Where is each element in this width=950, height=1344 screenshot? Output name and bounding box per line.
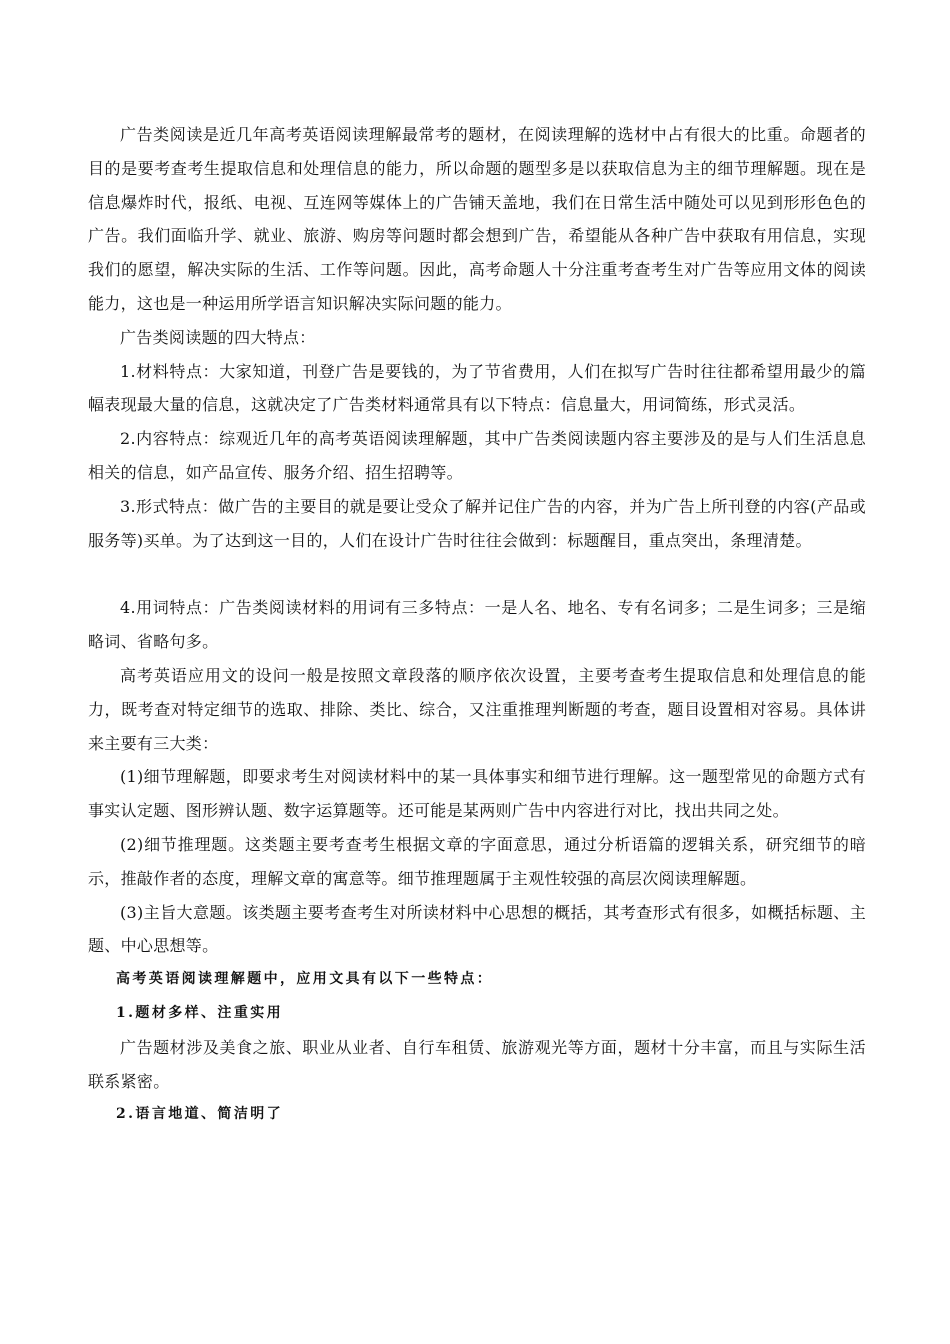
feature-wording-paragraph: 4.用词特点：广告类阅读材料的用词有三多特点：一是人名、地名、专有名词多；二是生词多；三是缩略词、省略句多。 bbox=[88, 598, 866, 652]
feature-material-paragraph: 1.材料特点：大家知道，刊登广告是要钱的，为了节省费用，人们在拟写广告时往往都希望用最少的篇幅表现最大量的信息，这就决定了广告类材料通常具有以下特点：信息量大，用词简练，形式灵活。 bbox=[88, 361, 866, 415]
document-body bbox=[88, 118, 866, 1132]
intro-paragraph: 广告类阅读是近几年高考英语阅读理解最常考的题材，在阅读理解的选材中占有很大的比重。命题者的目的是要考查考生提取信息和处理信息的能力，所以命题的题型多是以获取信息为主的细节理解题。现在是信息爆炸时代，报纸、电视、互连网等媒体上的广告铺天盖地，我们在日常生活中随处可以见到形形色色的广告。我们面临升学、就业、旅游、购房等问题时都会想到广告，希望能从各种广告中获取有用信息，实现我们的愿望，解决实际的生活、工作等问题。因此，高考命题人十分注重考查考生对广告等应用文体的阅读能力，这也是一种运用所学语言知识解决实际问题的能力。 bbox=[88, 125, 866, 313]
four-features-heading: 广告类阅读题的四大特点： bbox=[120, 327, 316, 347]
subheading-authentic-language: 2.语言地道、简洁明了 bbox=[116, 1106, 284, 1123]
question-type-inference-paragraph: (2)细节推理题。这类题主要考查考生根据文章的字面意思，通过分析语篇的逻辑关系，研究细节的暗示，推敲作者的态度，理解文章的寓意等。细节推理题属于主观性较强的高层次阅读理解题。 bbox=[88, 834, 866, 888]
question-type-detail-paragraph: (1)细节理解题，即要求考生对阅读材料中的某一具体事实和细节进行理解。这一题型常见的命题方式有事实认定题、图形辨认题、数字运算题等。还可能是某两则广告中内容进行对比，找出共同之处。 bbox=[88, 767, 866, 821]
feature-content-paragraph: 2.内容特点：综观近几年的高考英语阅读理解题，其中广告类阅读题内容主要涉及的是与人们生活息息相关的信息，如产品宣传、服务介绍、招生招聘等。 bbox=[88, 429, 866, 482]
varied-topics-paragraph: 广告题材涉及美食之旅、职业从业者、自行车租赁、旅游观光等方面，题材十分丰富，而且与实际生活联系紧密。 bbox=[88, 1037, 866, 1091]
subheading-varied-topics: 1.题材多样、注重实用 bbox=[116, 1004, 284, 1021]
question-type-main-idea-paragraph: (3)主旨大意题。该类题主要考查考生对所读材料中心思想的概括，其考查形式有很多，如概括标题、主题、中心思想等。 bbox=[88, 902, 866, 956]
question-types-intro-paragraph: 高考英语应用文的设问一般是按照文章段落的顺序依次设置，主要考查考生提取信息和处理信息的能力，既考查对特定细节的选取、排除、类比、综合，又注重推理判断题的考查，题目设置相对容易。具体讲来主要有三大类： bbox=[88, 665, 866, 753]
feature-form-paragraph: 3.形式特点：做广告的主要目的就是要让受众了解并记住广告的内容，并为广告上所刊登的内容(产品或服务等)买单。为了达到这一目的，人们在设计广告时往往会做到：标题醒目，重点突出，条理清楚。 bbox=[88, 496, 866, 550]
applied-text-features-heading: 高考英语阅读理解题中，应用文具有以下一些特点： bbox=[116, 971, 494, 988]
